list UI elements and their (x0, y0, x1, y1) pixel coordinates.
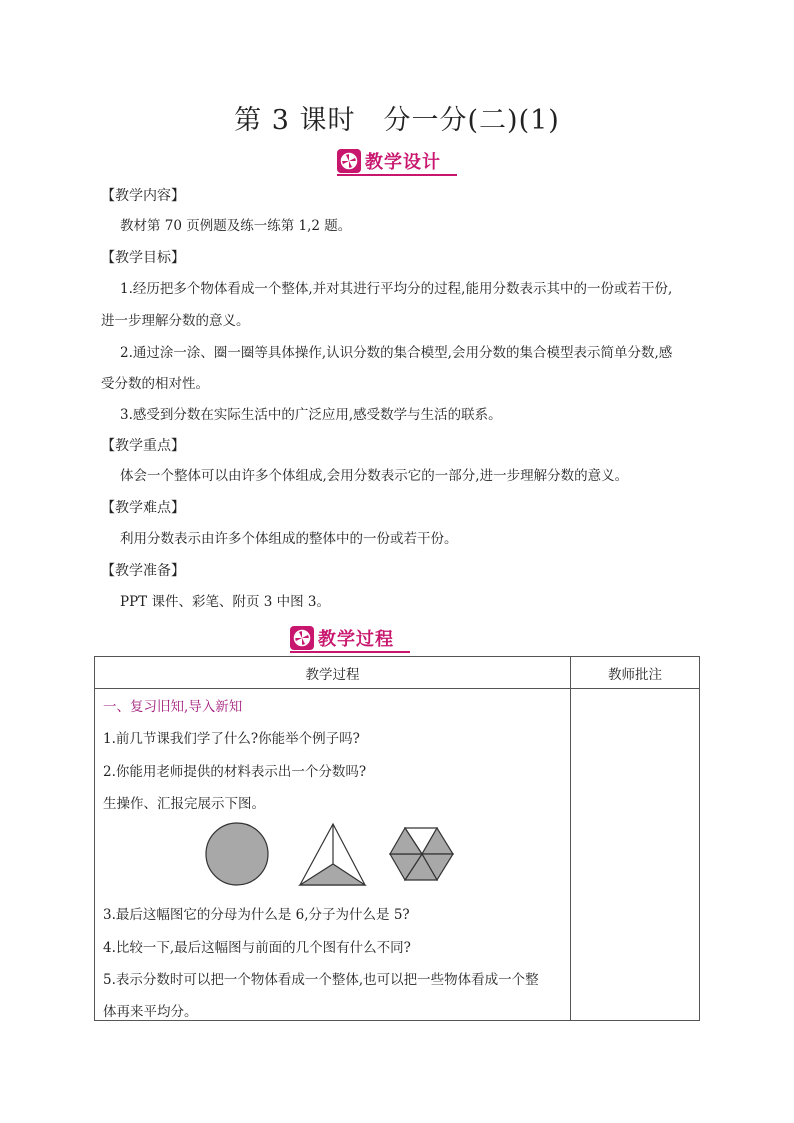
divided-triangle (300, 824, 365, 885)
process-banner-label: 教学过程 (318, 629, 394, 650)
question-5-line2: 体再来平均分。 (103, 1004, 198, 1020)
goal-2-line1: 2.通过涂一涂、圈一圈等具体操作,认识分数的集合模型,会用分数的集合模型表示简单分数,感 (120, 345, 673, 361)
question-3: 3.最后这幅图它的分母为什么是 6,分子为什么是 5? (103, 907, 410, 923)
difficulty-text: 利用分数表示由许多个体组成的整体中的一份或若干份。 (120, 531, 458, 547)
process-cell (95, 689, 571, 1021)
process-table (94, 656, 700, 1021)
divided-hexagon (390, 828, 453, 880)
design-banner (337, 148, 457, 174)
page-title (0, 98, 794, 137)
question-1: 1.前几节课我们学了什么?你能举个例子吗? (103, 731, 360, 747)
content-text: 教材第 70 页例题及练一练第 1,2 题。 (120, 218, 352, 234)
goal-2-line2: 受分数的相对性。 (101, 376, 209, 392)
keypoint-text: 体会一个整体可以由许多个体组成,会用分数表示它的一部分,进一步理解分数的意义。 (120, 468, 629, 484)
question-4: 4.比较一下,最后这幅图与前面的几个图有什么不同? (103, 940, 411, 956)
goal-3: 3.感受到分数在实际生活中的广泛应用,感受数学与生活的联系。 (120, 407, 502, 423)
process-banner (290, 625, 410, 651)
notes-cell (571, 689, 700, 1021)
title-lesson: 第 3 课时 (234, 105, 356, 136)
difficulty-heading: 【教学难点】 (101, 500, 185, 516)
shaded-circle (206, 823, 268, 885)
col-notes-header: 教师批注 (571, 657, 700, 689)
pinwheel-icon (337, 149, 361, 173)
question-2-note: 生操作、汇报完展示下图。 (103, 796, 265, 812)
question-5-line1: 5.表示分数时可以把一个物体看成一个整体,也可以把一些物体看成一个整 (103, 972, 539, 988)
keypoint-heading: 【教学重点】 (101, 438, 185, 454)
goal-1-line2: 进一步理解分数的意义。 (101, 313, 250, 329)
title-topic: 分一分(二)(1) (383, 105, 560, 136)
col-process-header: 教学过程 (95, 657, 571, 689)
goals-heading: 【教学目标】 (101, 250, 185, 266)
pinwheel-icon (290, 626, 314, 650)
section-heading: 一、复习旧知,导入新知 (103, 699, 243, 715)
content-heading: 【教学内容】 (101, 188, 185, 204)
design-banner-label: 教学设计 (365, 152, 441, 173)
prep-text: PPT 课件、彩笔、附页 3 中图 3。 (120, 594, 331, 610)
goal-1-line1: 1.经历把多个物体看成一个整体,并对其进行平均分的过程,能用分数表示其中的一份或若干份, (120, 281, 673, 297)
question-2: 2.你能用老师提供的材料表示出一个分数吗? (103, 764, 367, 780)
fraction-figures (203, 821, 463, 887)
prep-heading: 【教学准备】 (101, 563, 185, 579)
